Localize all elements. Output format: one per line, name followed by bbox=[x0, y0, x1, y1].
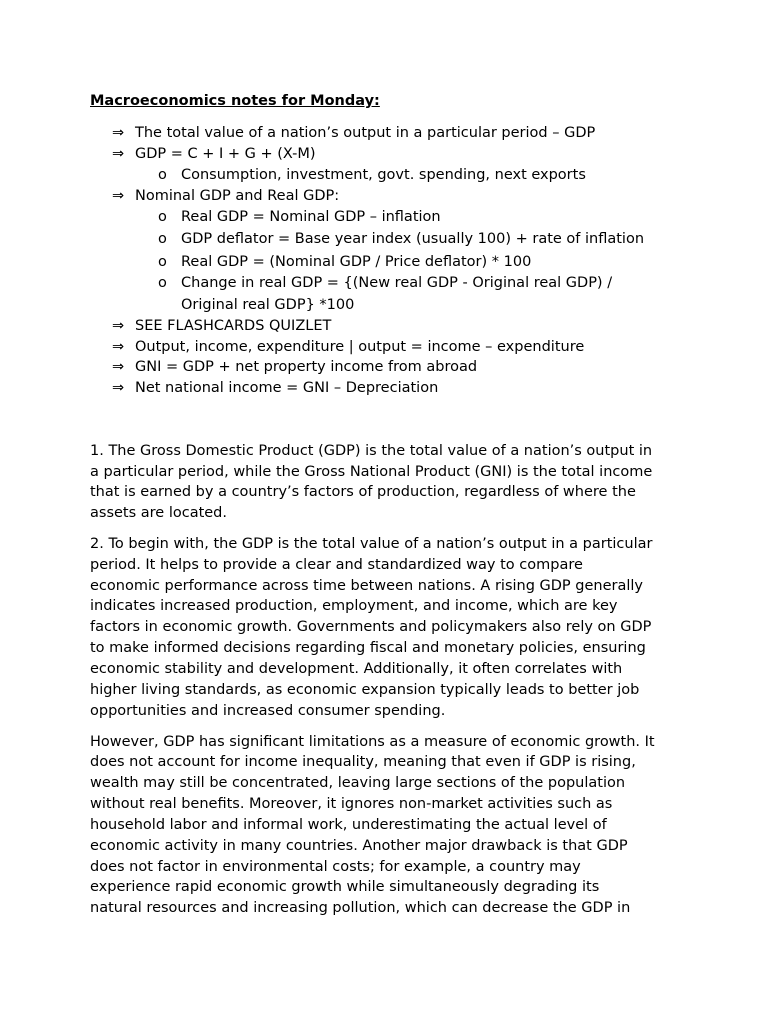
paragraph-line: assets are located. bbox=[90, 505, 227, 521]
arrow-bullet-icon: ⇒ bbox=[112, 188, 125, 204]
paragraph-line: 2. To begin with, the GDP is the total value of a nation’s output in a particular bbox=[90, 536, 653, 552]
paragraph-line: experience rapid economic growth while simultaneously degrading its bbox=[90, 879, 600, 895]
bullet-item: Nominal GDP and Real GDP: bbox=[135, 188, 340, 204]
arrow-bullet-icon: ⇒ bbox=[112, 318, 125, 334]
paragraph-line: without real benefits. Moreover, it ignores non-market activities such as bbox=[90, 796, 613, 812]
sub-bullet-icon: o bbox=[158, 254, 167, 270]
sub-bullet-item: Consumption, investment, govt. spending, next exports bbox=[181, 167, 586, 183]
paragraph-line: 1. The Gross Domestic Product (GDP) is the total value of a nation’s output in bbox=[90, 443, 653, 459]
notes-heading: Macroeconomics notes for Monday: bbox=[90, 93, 380, 109]
paragraph-line: indicates increased production, employment, and income, which are key bbox=[90, 598, 618, 614]
paragraph-line: natural resources and increasing pollution, which can decrease the GDP in bbox=[90, 900, 631, 916]
paragraph-line: does not account for income inequality, meaning that even if GDP is rising, bbox=[90, 754, 636, 770]
sub-bullet-item: Real GDP = Nominal GDP – inflation bbox=[181, 209, 441, 225]
paragraph-line: household labor and informal work, underestimating the actual level of bbox=[90, 817, 607, 833]
paragraph-line: a particular period, while the Gross National Product (GNI) is the total income bbox=[90, 464, 653, 480]
arrow-bullet-icon: ⇒ bbox=[112, 339, 125, 355]
sub-bullet-icon: o bbox=[158, 209, 167, 225]
paragraph-line: does not factor in environmental costs; for example, a country may bbox=[90, 859, 581, 875]
sub-bullet-item: Real GDP = (Nominal GDP / Price deflator) * 100 bbox=[181, 254, 532, 270]
paragraph-line: higher living standards, as economic expansion typically leads to better job bbox=[90, 682, 640, 698]
arrow-bullet-icon: ⇒ bbox=[112, 359, 125, 375]
arrow-bullet-icon: ⇒ bbox=[112, 125, 125, 141]
sub-bullet-item: Change in real GDP = {(New real GDP - Original real GDP) / bbox=[181, 275, 613, 291]
paragraph-line: economic stability and development. Additionally, it often correlates with bbox=[90, 661, 623, 677]
sub-bullet-item-continued: Original real GDP} *100 bbox=[181, 297, 355, 313]
paragraph-line: economic activity in many countries. Another major drawback is that GDP bbox=[90, 838, 628, 854]
paragraph-line: wealth may still be concentrated, leaving large sections of the population bbox=[90, 775, 626, 791]
paragraph-line: economic performance across time between nations. A rising GDP generally bbox=[90, 578, 644, 594]
arrow-bullet-icon: ⇒ bbox=[112, 380, 125, 396]
paragraph-line: factors in economic growth. Governments and policymakers also rely on GDP bbox=[90, 619, 652, 635]
sub-bullet-icon: o bbox=[158, 275, 167, 291]
arrow-bullet-icon: ⇒ bbox=[112, 146, 125, 162]
bullet-item: Net national income = GNI – Depreciation bbox=[135, 380, 439, 396]
bullet-item: Output, income, expenditure | output = income – expenditure bbox=[135, 339, 585, 355]
paragraph-line: to make informed decisions regarding fiscal and monetary policies, ensuring bbox=[90, 640, 646, 656]
bullet-item: GDP = C + I + G + (X-M) bbox=[135, 146, 316, 162]
sub-bullet-item: GDP deflator = Base year index (usually 100) + rate of inflation bbox=[181, 231, 645, 247]
paragraph-line: However, GDP has significant limitations as a measure of economic growth. It bbox=[90, 734, 655, 750]
bullet-item: GNI = GDP + net property income from abroad bbox=[135, 359, 478, 375]
paragraph-line: that is earned by a country’s factors of production, regardless of where the bbox=[90, 484, 636, 500]
sub-bullet-icon: o bbox=[158, 167, 167, 183]
bullet-item: The total value of a nation’s output in a particular period – GDP bbox=[135, 125, 596, 141]
sub-bullet-icon: o bbox=[158, 231, 167, 247]
paragraph-line: period. It helps to provide a clear and standardized way to compare bbox=[90, 557, 583, 573]
paragraph-line: opportunities and increased consumer spending. bbox=[90, 703, 446, 719]
bullet-item: SEE FLASHCARDS QUIZLET bbox=[135, 318, 332, 334]
